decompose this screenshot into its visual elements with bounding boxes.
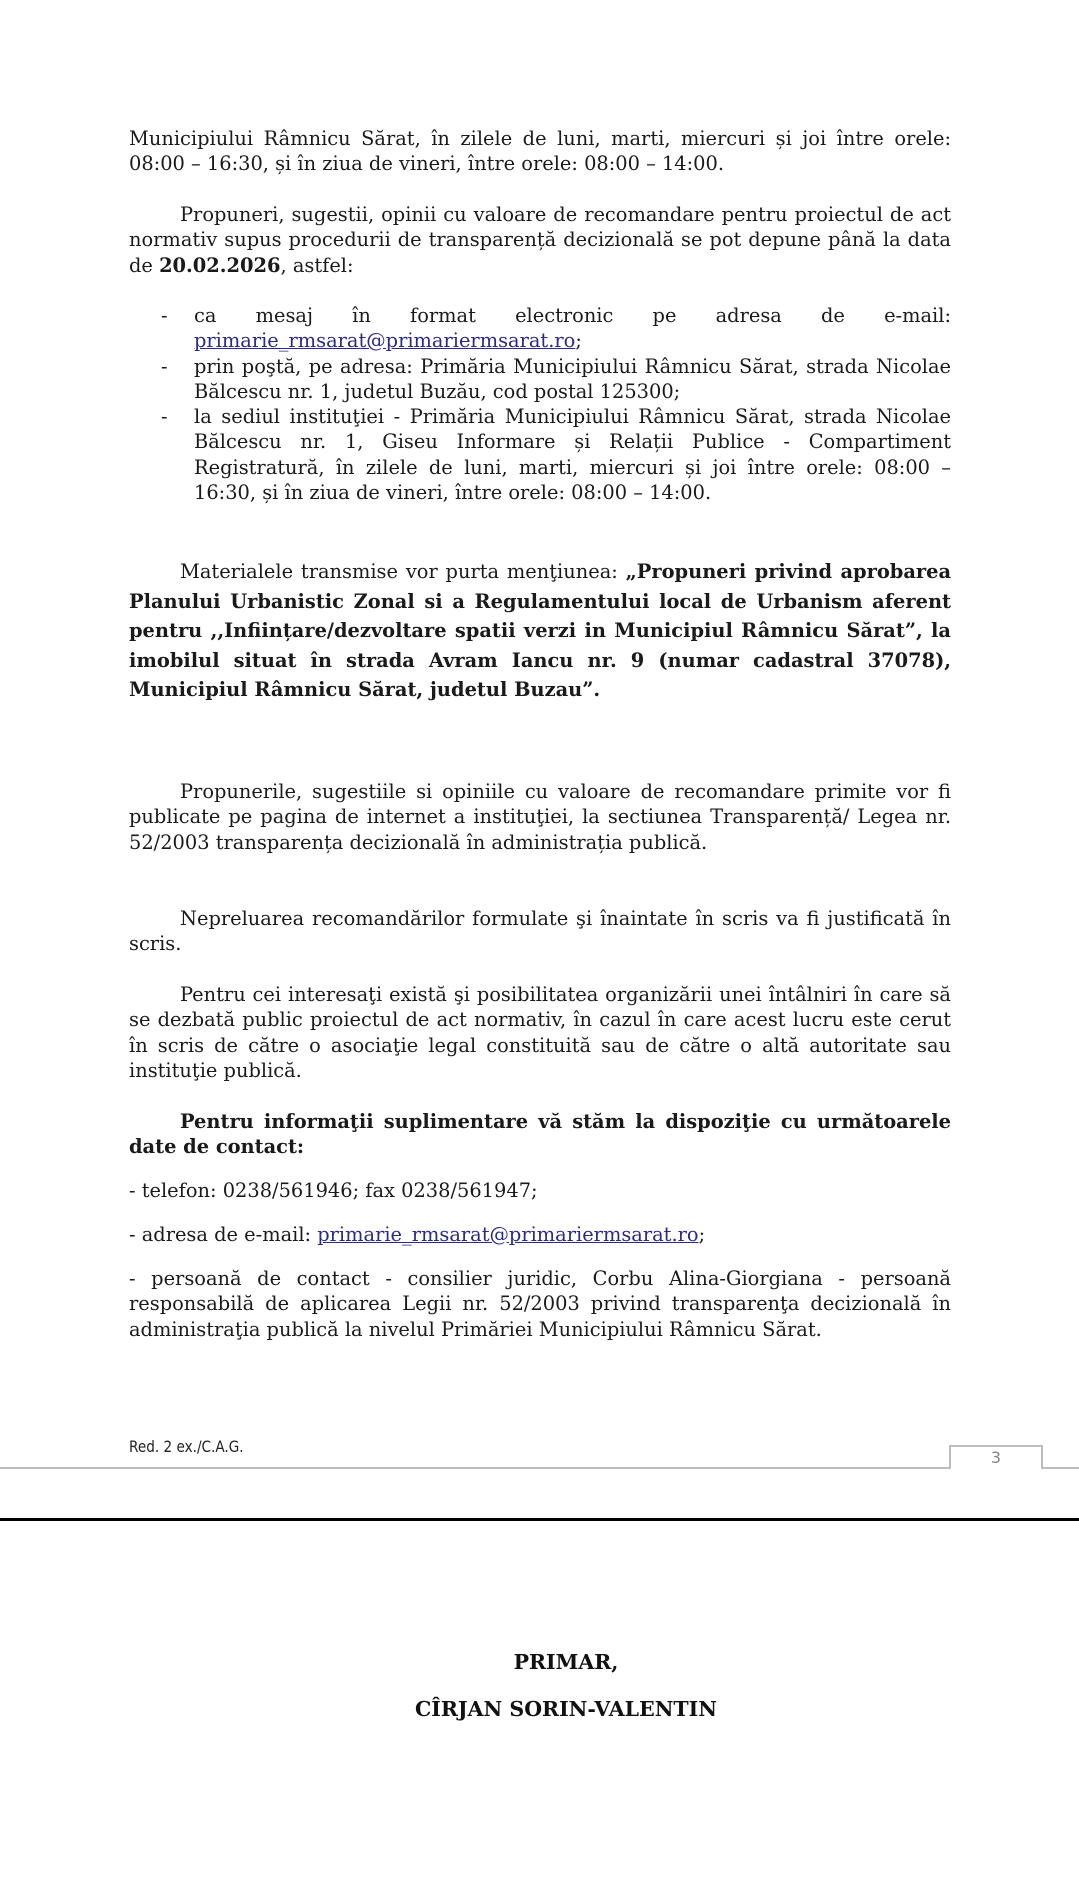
paragraph-proposals <box>129 202 951 278</box>
paragraph-mention <box>129 557 951 705</box>
list-dash: - <box>161 405 168 429</box>
paragraph-rejection: Nepreluarea recomandărilor formulate şi înaintate în scris va fi justificată în scris. <box>129 907 951 956</box>
contact-email-link[interactable]: primarie_rmsarat@primariermsarat.ro <box>317 1223 699 1246</box>
list-item-text: la sediul instituţiei - Primăria Municipiului Râmnicu Sărat, strada Nicolae Bălcescu nr. 1, Giseu Informare și Relații Publice - Compartiment Registratură, în zilele de luni, marti, miercuri și joi între orele: 08:00 – 16:30, și în ziua de vineri, între orele: 08:00 – 14:00. <box>194 405 951 505</box>
list-item-punct: ; <box>575 329 582 353</box>
deadline-date: 20.02.2026 <box>159 253 281 277</box>
proposals-text: Propuneri, sugestii, opinii cu valoare de recomandare pentru proiectul de act normativ supus procedurii de transparență decizională se pot depune până la data de <box>129 203 951 277</box>
mention-subject: „Propuneri privind aprobarea Planului Urbanistic Zonal si a Regulamentului local de Urbanism aferent pentru ,,Inființare/dezvoltare spatii verzi in Municipiul Râmnicu Sărat”, la imobilul situat în strada Avram Iancu nr. 9 (numar cadastral 37078), Municipiul Râmnicu Sărat, judetul Buzau”. <box>129 560 952 701</box>
paragraph-published: Propunerile, sugestiile si opiniile cu valoare de recomandare primite vor fi publicate pe pagina de internet a instituţiei, la sectiunea Transparență/ Legea nr. 52/2003 transparența decizională în administrația publică. <box>129 780 951 854</box>
list-item-text: prin poştă, pe adresa: Primăria Municipiului Râmnicu Sărat, strada Nicolae Bălcescu nr. 1, judetul Buzău, cod postal 125300; <box>194 354 951 403</box>
contact-heading: Pentru informaţii suplimentare vă stăm la dispoziţie cu următoarele date de contact: <box>129 1110 951 1159</box>
page-number-tab <box>949 1445 1043 1469</box>
paragraph-hours: Municipiului Râmnicu Sărat, în zilele de luni, marti, miercuri și joi între orele: 08:00 – 16:30, și în ziua de vineri, între orele: 08:00 – 14:00. <box>129 127 951 176</box>
proposals-text-end: , astfel: <box>280 253 354 277</box>
contact-phone: - telefon: 0238/561946; fax 0238/561947; <box>129 1179 538 1202</box>
list-dash: - <box>161 304 168 327</box>
footer-divider <box>0 1467 1079 1469</box>
list-item-text: ca mesaj în format electronic pe adresa de e-mail: <box>194 304 951 327</box>
contact-email-label: - adresa de e-mail: <box>129 1223 318 1246</box>
submission-methods-list <box>129 303 951 505</box>
signature-title: PRIMAR, <box>513 1650 619 1674</box>
contact-email <box>129 1222 951 1247</box>
page-number: 3 <box>990 1448 1002 1467</box>
list-item-email <box>129 303 951 354</box>
signature-name: CÎRJAN SORIN-VALENTIN <box>414 1697 718 1721</box>
list-item-post <box>129 354 951 405</box>
list-dash: - <box>161 354 168 378</box>
list-item-office <box>129 404 951 505</box>
footer-note: Red. 2 ex./C.A.G. <box>129 1437 244 1456</box>
contact-email-punct: ; <box>698 1223 706 1246</box>
email-link[interactable]: primarie_rmsarat@primariermsarat.ro <box>194 329 576 353</box>
page-break-divider <box>0 1518 1079 1521</box>
paragraph-meeting: Pentru cei interesaţi există şi posibilitatea organizării unei întâlniri în care să se dezbată public proiectul de act normativ, în cazul în care acest lucru este cerut în scris de către o asociaţie legal constituită sau de către o altă autoritate sau instituţie publică. <box>129 983 951 1082</box>
mention-intro: Materialele transmise vor purta menţiunea: <box>180 560 626 583</box>
contact-person: - persoană de contact - consilier juridic, Corbu Alina-Giorgiana - persoană responsabilă de aplicarea Legii nr. 52/2003 privind transparenţa decizională în administraţia publică la nivelul Primăriei Municipiului Râmnicu Sărat. <box>129 1267 951 1341</box>
